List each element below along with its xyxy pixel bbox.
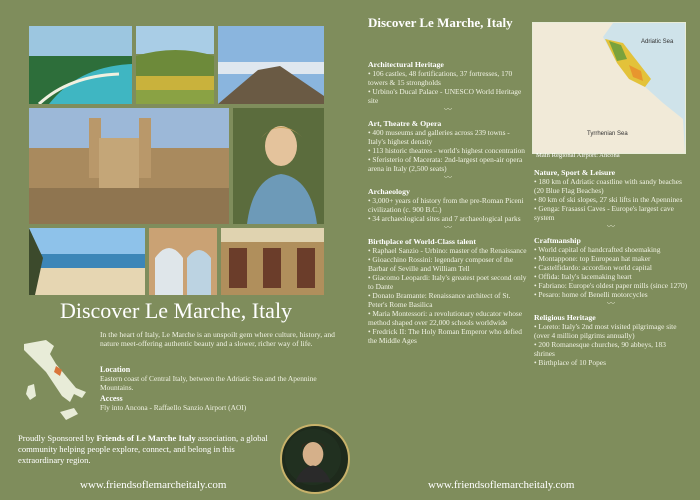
list-item: • Maria Montessori: a revolutionary educator whose method shaped over 22,000 schools worldwide <box>368 309 523 327</box>
sponsor-prefix: Proudly Sponsored by <box>18 433 97 443</box>
location-text: Eastern coast of Central Italy, between the Adriatic Sea and the Apennine Mountains. <box>100 374 317 392</box>
list-item: • Loreto: Italy's 2nd most visited pilgrimage site (over 4 million pilgrims annually) <box>534 322 677 340</box>
list-item: • Offida: Italy's lacemaking heart <box>534 272 632 281</box>
section-nature <box>534 168 688 232</box>
list-item: • Gioacchino Rossini: legendary composer of the Barbar of Seville and William Tell <box>368 255 514 273</box>
list-item: • Pesaro: home of Benelli motorcycles <box>534 290 648 299</box>
list-item: • Giacomo Leopardi: Italy's greatest poet second only to Dante <box>368 273 527 291</box>
access-heading: Access <box>100 394 123 403</box>
section-talent <box>368 237 528 345</box>
section-craftmanship <box>534 236 688 309</box>
section-heading: Birthplace of World-Class talent <box>368 237 476 246</box>
list-item: • 3,000+ years of history from the pre-Roman Piceni civilization (c. 900 B.C.) <box>368 196 524 214</box>
section-architectural <box>368 60 528 115</box>
intro-text: In the heart of Italy, Le Marche is an unspoilt gem where culture, history, and nature meet-offering authentic beauty and a slower, richer way of life. <box>100 330 335 348</box>
section-heading: Religious Heritage <box>534 313 596 322</box>
photo-beach <box>29 228 145 295</box>
photo-arcade <box>149 228 217 295</box>
list-item: • Donato Bramante: Renaissance architect of St. Peter's Rome Basilica <box>368 291 511 309</box>
sponsor-description: association, a global community helping people explore, connect, and belong in this extraordinary region. <box>18 433 268 465</box>
middle-title: Discover Le Marche, Italy <box>368 15 513 30</box>
section-heading: Craftmanship <box>534 236 581 245</box>
section-religious <box>534 313 688 367</box>
section-heading: Architectural Heritage <box>368 60 444 69</box>
divider-ornament-icon: 〰 <box>607 222 615 231</box>
list-item: • Urbino's Ducal Palace - UNESCO World Heritage site <box>368 87 522 105</box>
list-item: • 106 castles, 48 fortifications, 37 fortresses, 170 towers & 15 strongholds <box>368 69 513 87</box>
list-item: • 34 archaeological sites and 7 archaeological parks <box>368 214 521 223</box>
list-item: • 113 historic theatres - world's highest concentration <box>368 146 525 155</box>
photo-hills <box>136 26 214 104</box>
list-item: • World capital of handcrafted shoemaking <box>534 245 661 254</box>
page-title: Discover Le Marche, Italy <box>59 298 293 323</box>
italy-map-icon <box>16 336 94 426</box>
map-label-adriatic: Adriatic Sea <box>641 39 674 45</box>
access-block <box>100 394 340 412</box>
list-item: • Genga: Frasassi Caves - Europe's largest cave system <box>534 204 674 222</box>
list-item: • Montappone: top European hat maker <box>534 254 651 263</box>
list-item: • Sferisterio of Macerata: 2nd-largest open-air opera arena in Italy (2,500 seats) <box>368 155 523 173</box>
divider-ornament-icon: 〰 <box>444 105 452 114</box>
right-column <box>534 164 688 367</box>
access-text: Fly into Ancona - Raffaello Sanzio Airport (AOI) <box>100 403 247 412</box>
section-heading: Art, Theatre & Opera <box>368 119 442 128</box>
sponsor-name: Friends of Le Marche Italy <box>96 433 196 443</box>
location-heading: Location <box>100 365 131 374</box>
website-link-left[interactable]: www.friendsoflemarcheitaly.com <box>80 479 227 491</box>
photo-theatre-interior <box>221 228 324 295</box>
section-heading: Archaeology <box>368 187 410 196</box>
list-item: • Fabriano: Europe's oldest paper mills (since 1270) <box>534 281 688 290</box>
photo-mountain <box>218 26 324 104</box>
section-heading: Nature, Sport & Leisure <box>534 168 616 177</box>
section-art <box>368 119 528 183</box>
list-item: • Fredrick II: The Holy Roman Emperor who defied the Middle Ages <box>368 327 522 345</box>
raphael-medallion-logo <box>280 424 350 494</box>
regional-map <box>532 22 686 154</box>
photo-renaissance-portrait <box>233 108 324 224</box>
photo-coastline <box>29 26 132 104</box>
website-link-right[interactable]: www.friendsoflemarcheitaly.com <box>428 479 575 491</box>
sponsor-text <box>18 433 280 466</box>
divider-ornament-icon: 〰 <box>444 223 452 232</box>
divider-ornament-icon: 〰 <box>607 299 615 308</box>
list-item: • Birthplace of 10 Popes <box>534 358 606 367</box>
map-label-tyrrhenian: Tyrrhenian Sea <box>587 131 628 137</box>
location-block <box>100 365 340 392</box>
list-item: • Castelfidardo: accordion world capital <box>534 263 652 272</box>
list-item: • 400 museums and galleries across 239 towns - Italy's highest density <box>368 128 510 146</box>
photo-urbino-palace <box>29 108 229 224</box>
map-caption: Main Regional Airport: Ancona <box>536 152 620 159</box>
divider-ornament-icon: 〰 <box>444 173 452 182</box>
middle-column <box>368 56 528 345</box>
section-archaeology <box>368 187 528 233</box>
list-item: • Raphael Sanzio - Urbino: master of the Renaissance <box>368 246 527 255</box>
list-item: • 80 km of ski slopes, 27 ski lifts in the Apennines <box>534 195 683 204</box>
list-item: • 180 km of Adriatic coastline with sandy beaches (20 Blue Flag Beaches) <box>534 177 682 195</box>
list-item: • 200 Romanesque churches, 90 abbeys, 183 shrines <box>534 340 666 358</box>
